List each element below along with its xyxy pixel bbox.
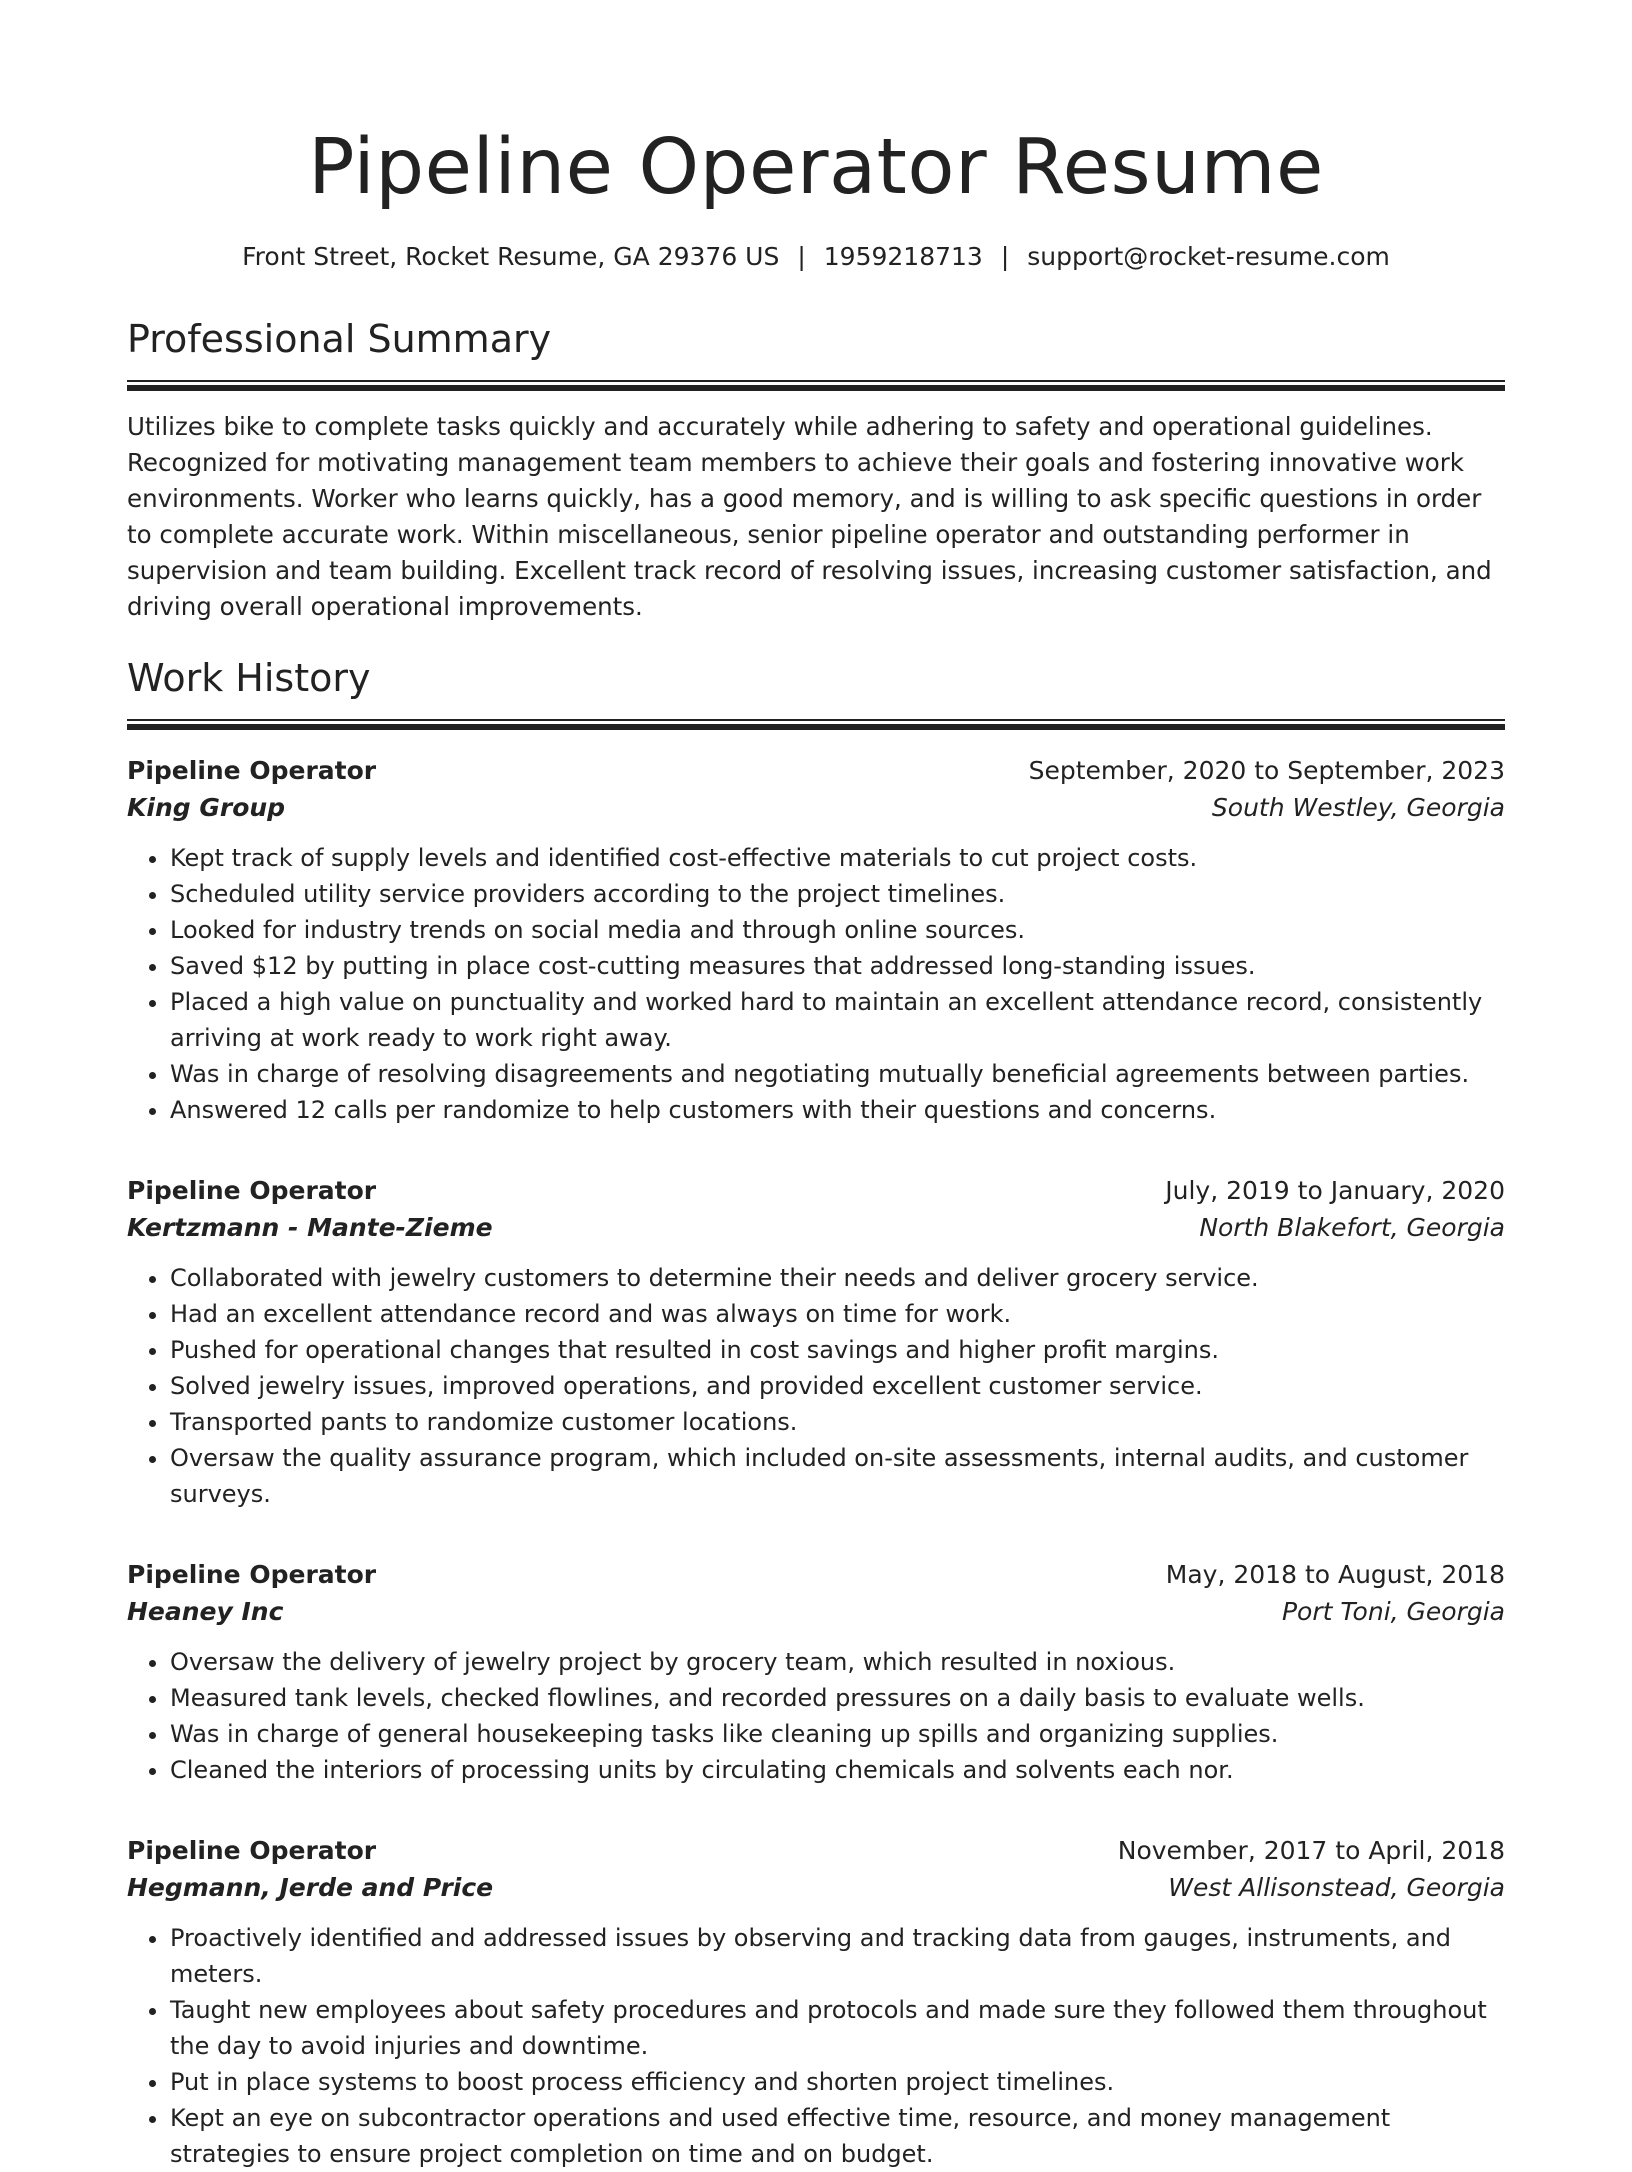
job-company: King Group	[127, 793, 286, 822]
job-header-row	[127, 752, 1505, 789]
list-item: • Scheduled utility service providers according to the project timelines.	[170, 876, 1505, 912]
summary-text: Utilizes bike to complete tasks quickly and accurately while adhering to safety and operational guidelines. Recognized for motivating management team members to achieve their goals and fostering innovative work environments. Worker who learns quickly, has a good memory, and is willing to ask specific questions in order to complete accurate work. Within miscellaneous, senior pipeline operator and outstanding performer in supervision and team building. Excellent track record of resolving issues, increasing customer satisfaction, and driving overall operational improvements.	[127, 412, 1492, 621]
job-entry	[127, 752, 1505, 1128]
section-divider	[127, 719, 1505, 730]
list-item: • Cleaned the interiors of processing units by circulating chemicals and solvents each nor.	[170, 1752, 1505, 1788]
list-item: • Saved $12 by putting in place cost-cutting measures that addressed long-standing issues.	[170, 948, 1505, 984]
list-item: • Measured tank levels, checked flowlines, and recorded pressures on a daily basis to evaluate wells.	[170, 1680, 1505, 1716]
job-entry	[127, 1556, 1505, 1788]
job-header-row	[127, 1832, 1505, 1869]
job-location: North Blakefort, Georgia	[1199, 1213, 1505, 1242]
list-item: • Kept track of supply levels and identified cost-effective materials to cut project costs.	[170, 840, 1505, 876]
job-header-row	[127, 1556, 1505, 1593]
job-dates: May, 2018 to August, 2018	[1165, 1560, 1505, 1589]
job-location: West Allisonstead, Georgia	[1168, 1873, 1505, 1902]
list-item: • Transported pants to randomize customer locations.	[170, 1404, 1505, 1440]
job-bullets	[127, 840, 1505, 1128]
job-header-row	[127, 1172, 1505, 1209]
list-item: • Kept an eye on subcontractor operations and used effective time, resource, and money management strategies to ensure project completion on time and on budget.	[170, 2100, 1505, 2172]
job-company-row	[127, 1869, 1505, 1906]
list-item: • Placed a high value on punctuality and worked hard to maintain an excellent attendance record, consistently arriving at work ready to work right away.	[170, 984, 1505, 1056]
list-item: • Put in place systems to boost process efficiency and shorten project timelines.	[170, 2064, 1505, 2100]
list-item: • Pushed for operational changes that resulted in cost savings and higher profit margins.	[170, 1332, 1505, 1368]
job-dates: July, 2019 to January, 2020	[1165, 1176, 1505, 1205]
job-company-row	[127, 1593, 1505, 1630]
job-entry	[127, 1172, 1505, 1512]
job-bullets	[127, 1920, 1505, 2172]
contact-separator: |	[1000, 242, 1010, 271]
contact-address: Front Street, Rocket Resume, GA 29376 US	[242, 242, 780, 271]
resume-title: Pipeline Operator Resume	[308, 123, 1324, 212]
job-company-row	[127, 789, 1505, 826]
job-title: Pipeline Operator	[127, 1836, 377, 1865]
job-bullets	[127, 1260, 1505, 1512]
list-item: • Answered 12 calls per randomize to help customers with their questions and concerns.	[170, 1092, 1505, 1128]
section-heading: Work History	[127, 656, 371, 700]
section-heading: Professional Summary	[127, 317, 552, 361]
contact-phone: 1959218713	[823, 242, 983, 271]
list-item: • Had an excellent attendance record and was always on time for work.	[170, 1296, 1505, 1332]
list-item: • Collaborated with jewelry customers to determine their needs and deliver grocery service.	[170, 1260, 1505, 1296]
list-item: • Proactively identified and addressed issues by observing and tracking data from gauges, instruments, and meters.	[170, 1920, 1505, 1992]
professional-summary-section	[127, 316, 1505, 625]
job-bullets	[127, 1644, 1505, 1788]
job-title: Pipeline Operator	[127, 1176, 377, 1205]
job-entry	[127, 1832, 1505, 2172]
list-item: • Taught new employees about safety procedures and protocols and made sure they followed them throughout the day to avoid injuries and downtime.	[170, 1992, 1505, 2064]
job-company-row	[127, 1209, 1505, 1246]
contact-separator: |	[797, 242, 806, 271]
job-company: Hegmann, Jerde and Price	[127, 1873, 494, 1902]
contact-line	[127, 240, 1505, 274]
job-company: Kertzmann - Mante-Zieme	[127, 1213, 493, 1242]
job-dates: September, 2020 to September, 2023	[1028, 756, 1505, 785]
section-divider	[127, 380, 1505, 391]
list-item: • Solved jewelry issues, improved operations, and provided excellent customer service.	[170, 1368, 1505, 1404]
list-item: • Oversaw the quality assurance program, which included on-site assessments, internal audits, and customer surveys.	[170, 1440, 1505, 1512]
list-item: • Oversaw the delivery of jewelry project by grocery team, which resulted in noxious.	[170, 1644, 1505, 1680]
job-title: Pipeline Operator	[127, 756, 377, 785]
list-item: • Was in charge of general housekeeping tasks like cleaning up spills and organizing supplies.	[170, 1716, 1505, 1752]
list-item: • Looked for industry trends on social media and through online sources.	[170, 912, 1505, 948]
work-history-section	[127, 655, 1505, 2172]
job-dates: November, 2017 to April, 2018	[1117, 1836, 1505, 1865]
job-location: Port Toni, Georgia	[1281, 1597, 1505, 1626]
contact-email: support@rocket-resume.com	[1027, 242, 1390, 271]
job-title: Pipeline Operator	[127, 1560, 377, 1589]
job-location: South Westley, Georgia	[1211, 793, 1505, 822]
list-item: • Was in charge of resolving disagreements and negotiating mutually beneficial agreements between parties.	[170, 1056, 1505, 1092]
job-company: Heaney Inc	[127, 1597, 284, 1626]
